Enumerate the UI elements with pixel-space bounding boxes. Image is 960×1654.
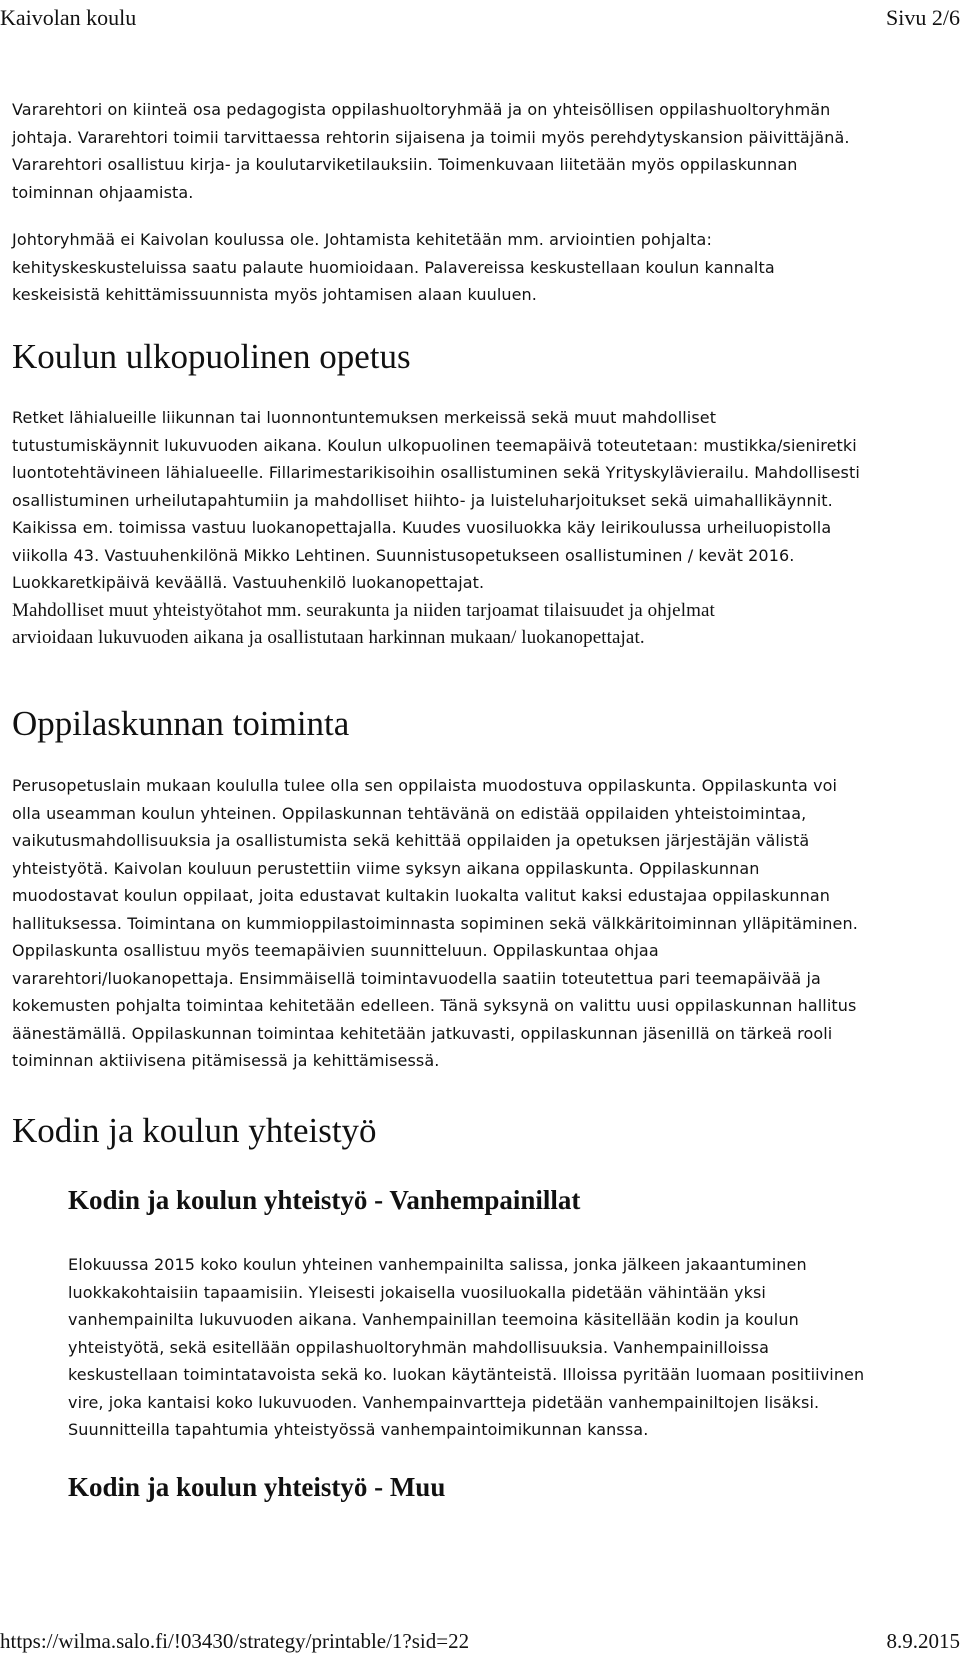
subheading-other-cooperation: Kodin ja koulun yhteistyö - Muu (68, 1472, 446, 1502)
text-line: Elokuussa 2015 koko koulun yhteinen vanhempainilta salissa, jonka jälkeen jakaantuminen (68, 1255, 807, 1274)
text-line: Oppilaskunta osallistuu myös teemapäivien suunnitteluun. Oppilaskuntaa ohjaa (12, 941, 659, 960)
header-school-name: Kaivolan koulu (0, 5, 137, 30)
text-line: Kaikissa em. toimissa vastuu luokanopettajalla. Kuudes vuosiluokka käy leirikoulussa urheiluopistolla (12, 518, 832, 537)
footer-url: https://wilma.salo.fi/!03430/strategy/printable/1?sid=22 (0, 1629, 470, 1653)
text-line: kehityskeskusteluissa saatu palaute huomioidaan. Palavereissa keskustellaan koulun kannalta (12, 257, 775, 277)
subheading-parent-evenings: Kodin ja koulun yhteistyö - Vanhempainillat (68, 1185, 581, 1215)
text-line: osallistuminen urheilutapahtumiin ja mahdolliset hiihto- ja luisteluharjoitukset sekä uimahallikäynnit. (12, 490, 833, 510)
text-line: kokemusten pohjalta toimintaa kehitetään edelleen. Tänä syksynä on valittu uusi oppilaskunnan hallitus (12, 996, 857, 1015)
text-line: äänestämällä. Oppilaskunnan toimintaa kehitetään jatkuvasti, oppilaskunnan jäsenillä on tärkeä rooli (12, 1023, 833, 1043)
text-line: johtaja. Vararehtori toimii tarvittaessa rehtorin sijaisena ja toimii myös perehdytyskansion päivittäjänä. (12, 127, 850, 147)
heading-outdoor-teaching: Koulun ulkopuolinen opetus (12, 337, 411, 376)
text-line: arvioidaan lukuvuoden aikana ja osallistutaan harkinnan mukaan/ luokanopettajat. (12, 627, 645, 648)
text-line: Suunnitteilla tapahtumia yhteistyössä vanhempaintoimikunnan kanssa. (68, 1420, 649, 1439)
header-page-number: Sivu 2/6 (886, 5, 960, 30)
text-line: tutustumiskäynnit lukuvuoden aikana. Koulun ulkopuolinen teemapäivä toteutetaan: mustikka/sieniretki (12, 435, 857, 455)
text-line: Vararehtori osallistuu kirja- ja koulutarviketilauksiin. Toimenkuvaan liitetään myös oppilaskunnan (12, 155, 798, 174)
text-line: Luokkaretkipäivä keväällä. Vastuuhenkilö luokanopettajat. (12, 573, 485, 592)
text-line: Johtoryhmää ei Kaivolan koulussa ole. Johtamista kehitetään mm. arviointien pohjalta: (12, 230, 712, 249)
text-line: keskustellaan toimintatavoista sekä ko. luokan käytänteistä. Illoissa pyritään luomaan positiivinen (68, 1365, 865, 1384)
text-line: yhteistyötä. Kaivolan kouluun perustettiin viime syksyn aikana oppilaskunta. Oppilaskunnan (12, 858, 760, 878)
heading-student-council: Oppilaskunnan toiminta (12, 704, 350, 743)
intro-paragraph-vice-principal (12, 96, 850, 206)
text-line: hallituksessa. Toimintana on kummioppilastoiminnasta sopiminen sekä välkkäritoiminnan ylläpitäminen. (12, 913, 858, 933)
text-line: vanhempainilta lukuvuoden aikana. Vanhempainillan teemoina käsitellään kodin ja koulun (68, 1310, 799, 1329)
text-line: Mahdolliset muut yhteistyötahot mm. seurakunta ja niiden tarjoamat tilaisuudet ja ohjelmat (12, 599, 715, 621)
parent-evenings-paragraph (68, 1251, 864, 1444)
text-line: luokkakohtaisiin tapaamisiin. Yleisesti jokaisella vuosiluokalla pidetään vähintään yksi (68, 1282, 766, 1302)
text-line: vaikutusmahdollisuuksia ja osallistumista sekä kehittää oppilaiden ja opetuksen järjestäjän välistä (12, 831, 810, 850)
student-council-paragraph (12, 772, 858, 1075)
text-line: Perusopetuslain mukaan koululla tulee olla sen oppilaista muodostuva oppilaskunta. Oppilaskunta voi (12, 776, 838, 795)
intro-paragraph-leadership (12, 226, 775, 309)
text-line: keskeisistä kehittämissuunnista myös johtamisen alaan kuuluen. (12, 285, 537, 304)
heading-home-school-cooperation: Kodin ja koulun yhteistyö (12, 1111, 377, 1150)
text-line: Vararehtori on kiinteä osa pedagogista oppilashuoltoryhmää ja on yhteisöllisen oppilashuoltoryhmän (12, 100, 831, 119)
text-line: yhteistyötä, sekä esitellään oppilashuoltoryhmän mahdollisuuksia. Vanhempainilloissa (68, 1337, 769, 1357)
footer-date: 8.9.2015 (886, 1629, 960, 1653)
text-line: viikolla 43. Vastuuhenkilönä Mikko Lehtinen. Suunnistusopetukseen osallistuminen / kevät 2016. (12, 545, 795, 565)
text-line: luontotehtävineen lähialueelle. Fillarimestarikisoihin osallistuminen sekä Yrityskylävierailu. Mahdollisesti (12, 463, 860, 482)
text-line: toiminnan aktiivisena pitämisessä ja kehittämisessä. (12, 1051, 440, 1070)
text-line: toiminnan ohjaamista. (12, 182, 194, 202)
text-line: olla useamman koulun yhteinen. Oppilaskunnan tehtävänä on edistää oppilaiden yhteistoimintaa, (12, 803, 807, 823)
outdoor-teaching-paragraph (12, 404, 860, 652)
text-line: vararehtori/luokanopettaja. Ensimmäisellä toimintavuodella saatiin toteutettua pari teemapäivää ja (12, 968, 821, 988)
text-line: muodostavat koulun oppilaat, joita edustavat kultakin luokalta valitut kaksi edustajaa oppilaskunnan (12, 886, 830, 905)
text-line: vire, joka kantaisi koko lukuvuoden. Vanhempainvartteja pidetään vanhempainiltojen lisäksi. (68, 1392, 820, 1412)
text-line: Retket lähialueille liikunnan tai luonnontuntemuksen merkeissä sekä muut mahdolliset (12, 408, 717, 427)
